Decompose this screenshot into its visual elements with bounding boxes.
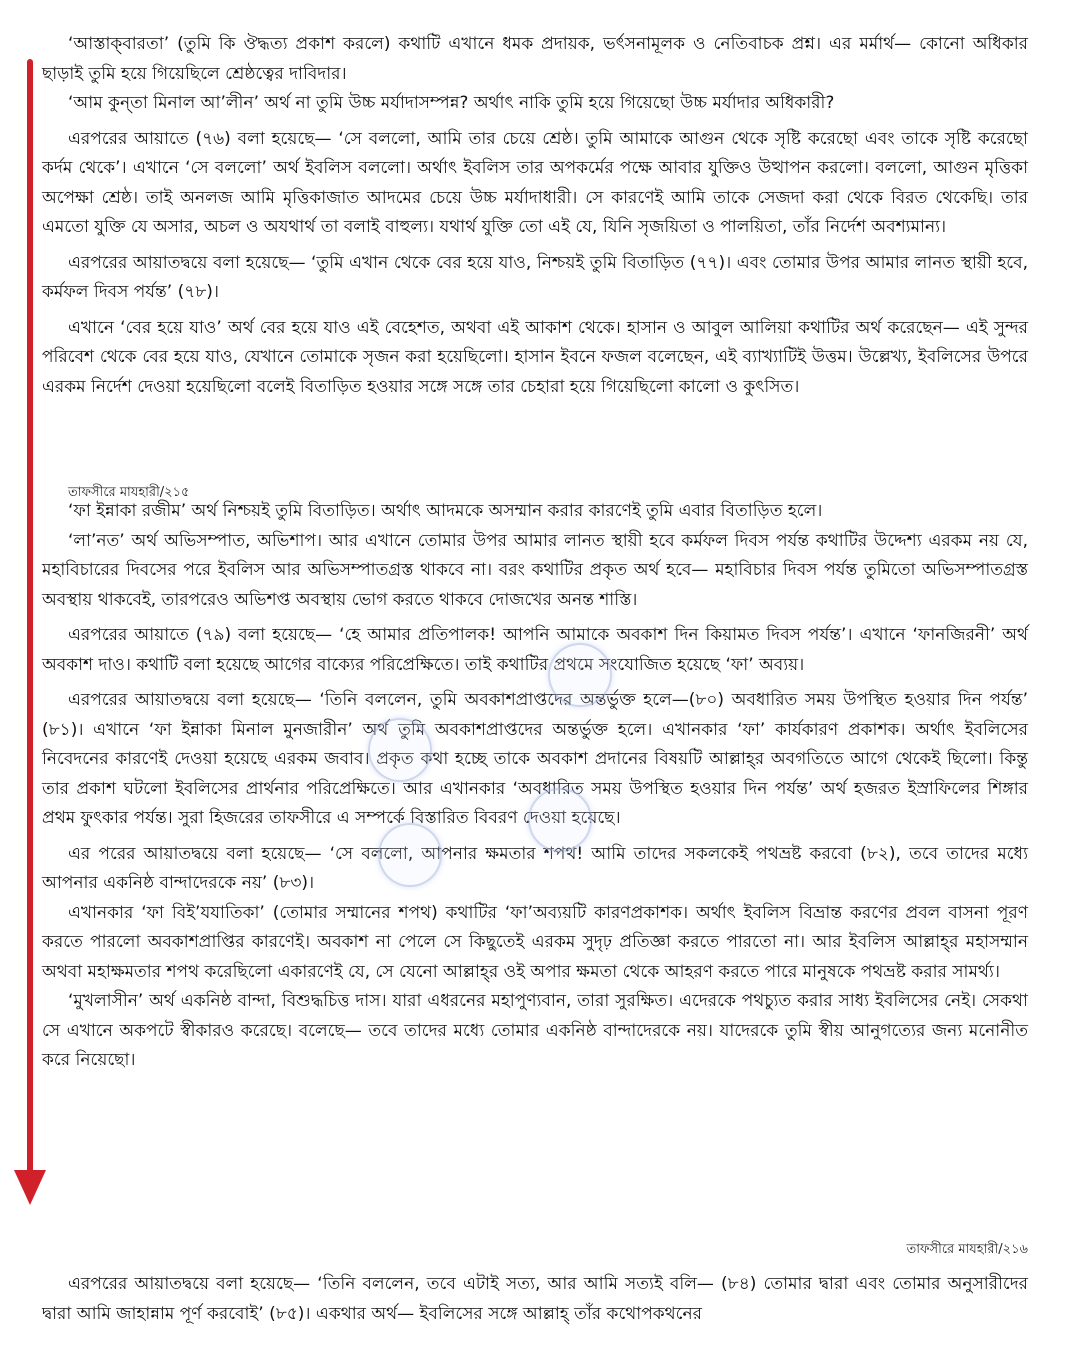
touch-indicator-icon	[528, 788, 592, 852]
touch-indicator-icon	[368, 718, 432, 782]
text-section-1	[42, 30, 1028, 402]
paragraph: ‘আস্তাক্‌বারতা’ (তুমি কি ঔদ্ধত্য প্রকাশ করলে) কথাটি এখানে ধমক প্রদায়ক, ভর্ৎসনামূলক ও নেতিবাচক প্রশ্ন। এর মর্মার্থ— কোনো অধিকার ছাড়াই তুমি হয়ে গিয়েছিলে শ্রেষ্ঠত্বের দাবিদার।	[42, 34, 1028, 84]
paragraph: ‘আম কুন্‌তা মিনাল আ’লীন’ অর্থ না তুমি উচ্চ মর্যাদাসম্পন্ন? অর্থাৎ নাকি তুমি হয়ে গিয়েছো উচ্চ মর্যাদার অধিকারী?	[68, 93, 835, 113]
paragraph: এরপরের আয়াতদ্বয়ে বলা হয়েছে— ‘তিনি বললেন, তবে এটাই সত্য, আর আমি সত্যই বলি— (৮৪) তোমার দ্বারা এবং তোমার অনুসারীদের দ্বারা আমি জাহান্নাম পূর্ণ করবোই’ (৮৫)। একথার অর্থ— ইবলিসের সঙ্গে আল্লাহ্‌ তাঁর কথোপকথনের	[42, 1274, 1028, 1324]
paragraph: এখানে ‘বের হয়ে যাও’ অর্থ বের হয়ে যাও এই বেহেশত, অথবা এই আকাশ থেকে। হাসান ও আবুল আলিয়া কথাটির অর্থ করেছেন— এই সুন্দর পরিবেশ থেকে বের হয়ে যাও, যেখানে তোমাকে সৃজন করা হয়েছিলো। হাসান ইবনে ফজল বলেছেন, এই ব্যাখ্যাটিই উত্তম। উল্লেখ্য, ইবলিসের উপরে এরকম নির্দেশ দেওয়া হয়েছিলো বলেই বিতাড়িত হওয়ার সঙ্গে সঙ্গে তার চেহারা হয়ে গিয়েছিলো কালো ও কুৎসিত।	[42, 317, 1028, 397]
paragraph: এরপরের আয়াতদ্বয়ে বলা হয়েছে— ‘তিনি বললেন, তুমি অবকাশপ্রাপ্তদের অন্তর্ভুক্ত হলে—(৮০) অবধারিত সময় উপস্থিত হওয়ার দিন পর্যন্ত’ (৮১)। এখানে ‘ফা ইন্নাকা মিনাল মুনজারীন’ অর্থ তুমি অবকাশপ্রাপ্তদের অন্তর্ভুক্ত হলে। এখানকার ‘ফা’ কার্যকারণ প্রকাশক। অর্থাৎ ইবলিসের নিবেদনের কারণেই দেওয়া হয়েছে এরকম জবাব। প্রকৃত কথা হচ্ছে তাকে অবকাশ প্রদানের বিষয়টি আল্লাহ্‌র অবগতিতে আগে থেকেই ছিলো। কিন্তু তার প্রকাশ ঘটলো ইবলিসের প্রার্থনার পরিপ্রেক্ষিতে। আর এখানকার ‘অবধারিত সময় উপস্থিত হওয়ার দিন পর্যন্ত’ অর্থ হজরত ইস্রাফিলের শিঙ্গার প্রথম ফুৎকার পর্যন্ত। সুরা হিজরের তাফসীরে এ সম্পর্কে বিস্তারিত বিবরণ দেওয়া হয়েছে।	[42, 690, 1028, 828]
paragraph: এরপরের আয়াতে (৭৬) বলা হয়েছে— ‘সে বললো, আমি তার চেয়ে শ্রেষ্ঠ। তুমি আমাকে আগুন থেকে সৃষ্টি করেছো এবং তাকে সৃষ্টি করেছো কর্দম থেকে’। এখানে ‘সে বললো’ অর্থ ইবলিস বললো। অর্থাৎ ইবলিস তার অপকর্মের পক্ষে আবার যুক্তিও উত্থাপন করলো। বললো, আগুন মৃত্তিকা অপেক্ষা শ্রেষ্ঠ। তাই অনলজ আমি মৃত্তিকাজাত আদমের চেয়ে উচ্চ মর্যাদাধারী। সে কারণেই আমি তাকে সেজদা করা থেকে বিরত থেকেছি। তার এমতো যুক্তি যে অসার, অচল ও অযথার্থ তা বলাই বাহুল্য। যথার্থ যুক্তি তো এই যে, যিনি সৃজয়িতা ও পালয়িতা, তাঁর নির্দেশ অবশ্যমান্য।	[42, 128, 1028, 237]
page-footer-reference: তাফসীরে মাযহারী/২১৫	[68, 485, 190, 500]
touch-indicator-icon	[378, 823, 442, 887]
text-section-3	[42, 1270, 1028, 1329]
paragraph: ‘ফা ইন্নাকা রজীম’ অর্থ নিশ্চয়ই তুমি বিতাড়িত। অর্থাৎ আদমকে অসম্মান করার কারণেই তুমি এবার বিতাড়িত হলে।	[68, 501, 823, 521]
paragraph: এখানকার ‘ফা বিই’যযাতিকা’ (তোমার সম্মানের শপথ) কথাটির ‘ফা’অব্যয়টি কারণপ্রকাশক। অর্থাৎ ইবলিস বিভ্রান্ত করণের প্রবল বাসনা পূরণ করতে পারলো অবকাশপ্রাপ্তির কারণেই। অবকাশ না পেলে সে কিছুতেই এরকম সুদৃঢ় প্রতিজ্ঞা করতে পারতো না। আর ইবলিস আল্লাহ্‌র মহাসম্মান অথবা মহাক্ষমতার শপথ করেছিলো একারণেই যে, সে যেনো আল্লাহ্‌র ওই অপার ক্ষমতা থেকে আহরণ করতে পারে মানুষকে পথভ্রষ্ট করার সামর্থ্য।	[42, 902, 1028, 982]
paragraph: ‘লা’নত’ অর্থ অভিসম্পাত, অভিশাপ। আর এখানে তোমার উপর আমার লানত স্থায়ী হবে কর্মফল দিবস পর্যন্ত কথাটির উদ্দেশ্য এরকম নয় যে, মহাবিচারের দিবসের পরে ইবলিস আর অভিসম্পাতগ্রস্ত থাকবে না। বরং কথাটির প্রকৃত অর্থ হবে— মহাবিচার দিবস পর্যন্ত তুমিতো অভিসম্পাতগ্রস্ত অবস্থায় থাকবেই, তারপরেও অভিশপ্ত অবস্থায় ভোগ করতে থাকবে দোজখের অনন্ত শাস্তি।	[42, 530, 1028, 610]
paragraph: এর পরের আয়াতদ্বয়ে বলা হয়েছে— ‘সে বললো, আপনার ক্ষমতার শপথ! আমি তাদের সকলকেই পথভ্রষ্ট করবো (৮২), তবে তাদের মধ্যে আপনার একনিষ্ঠ বান্দাদেরকে নয়’ (৮৩)।	[42, 843, 1028, 893]
text-section-2	[42, 497, 1028, 1076]
paragraph: ‘মুখলাসীন’ অর্থ একনিষ্ঠ বান্দা, বিশুদ্ধচিত্ত দাস। যারা এধরনের মহাপুণ্যবান, তারা সুরক্ষিত। এদেরকে পথচ্যুত করার সাধ্য ইবলিসের নেই। সেকথা সে এখানে অকপটে স্বীকারও করেছে। বলেছে— তবে তাদের মধ্যে তোমার একনিষ্ঠ বান্দাদেরকে নয়। যাদেরকে তুমি স্বীয় আনুগত্যের জন্য মনোনীত করে নিয়েছো।	[42, 991, 1028, 1070]
touch-indicator-icon	[548, 643, 612, 707]
paragraph: এরপরের আয়াতে (৭৯) বলা হয়েছে— ‘হে আমার প্রতিপালক! আপনি আমাকে অবকাশ দিন কিয়ামত দিবস পর্যন্ত’। এখানে ‘ফানজিরনী’ অর্থ অবকাশ দাও। কথাটি বলা হয়েছে আগের বাক্যের পরিপ্রেক্ষিতে। তাই কথাটির প্রথমে সংযোজিত হয়েছে ‘ফা’ অব্যয়।	[42, 625, 1028, 675]
paragraph: এরপরের আয়াতদ্বয়ে বলা হয়েছে— ‘তুমি এখান থেকে বের হয়ে যাও, নিশ্চয়ই তুমি বিতাড়িত (৭৭)। এবং তোমার উপর আমার লানত স্থায়ী হবে, কর্মফল দিবস পর্যন্ত’ (৭৮)।	[42, 252, 1028, 302]
page-footer-reference: তাফসীরে মাযহারী/২১৬	[906, 1242, 1028, 1257]
